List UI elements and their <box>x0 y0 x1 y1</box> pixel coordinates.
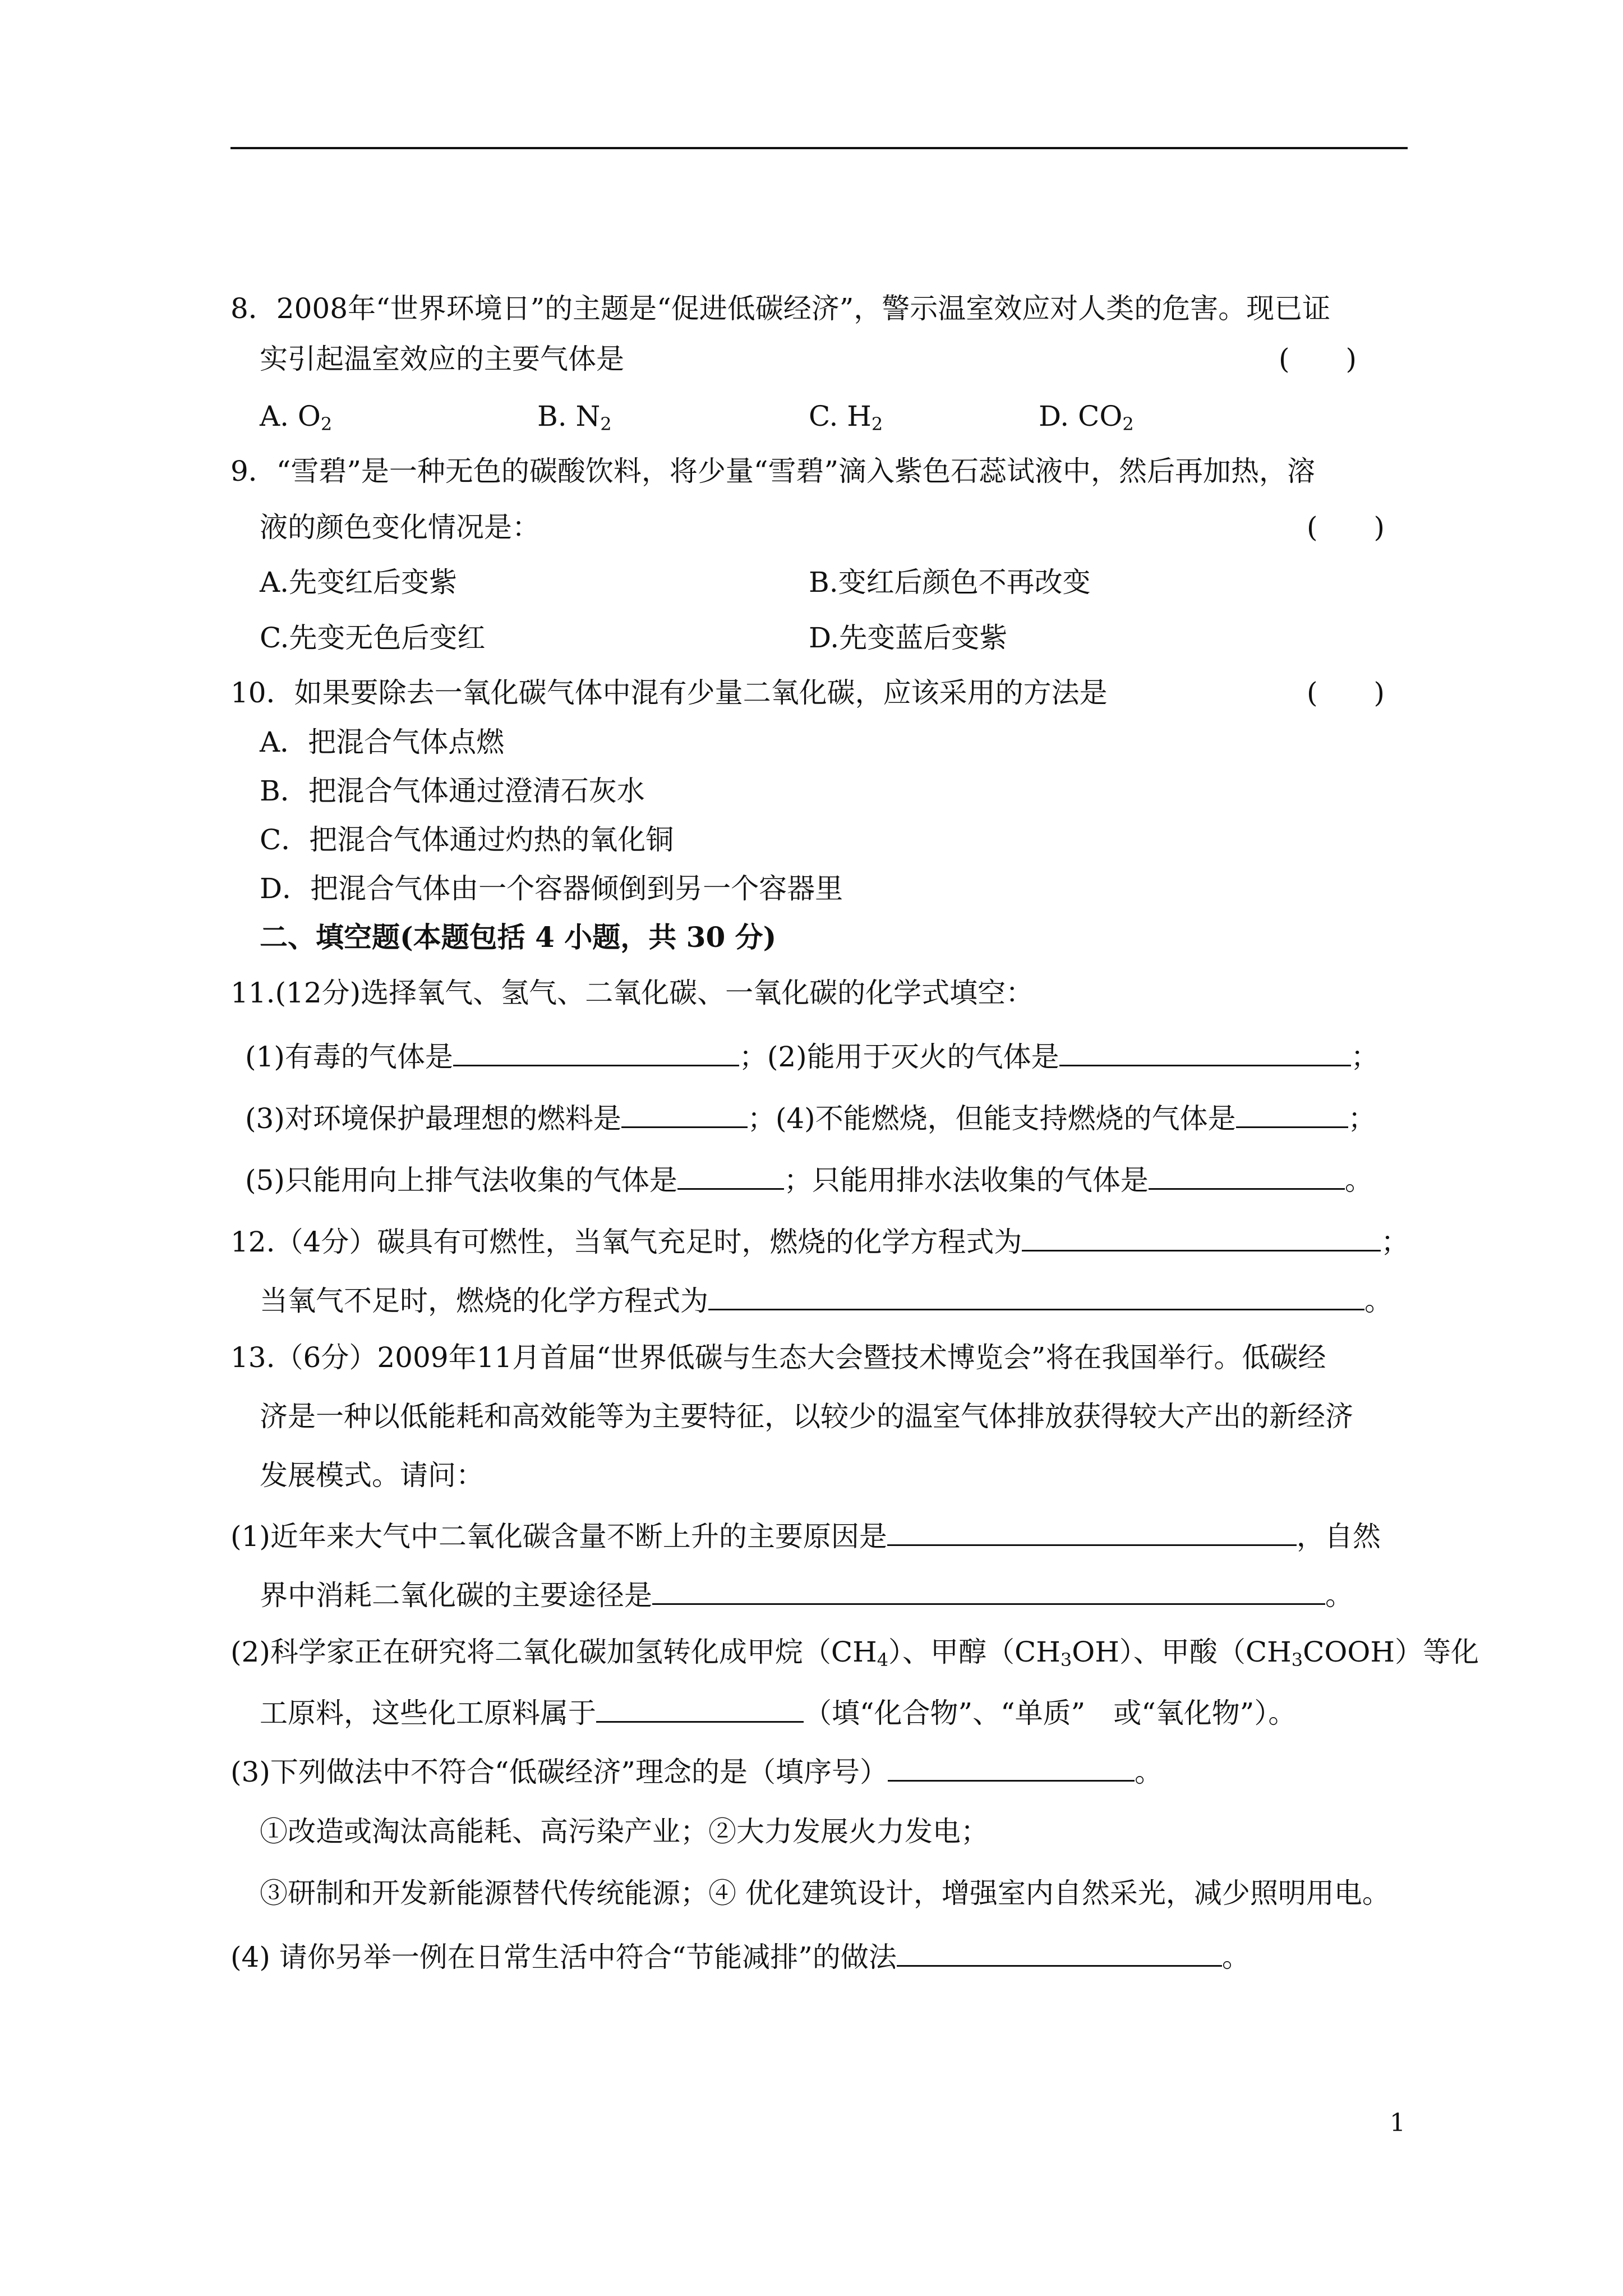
q10-option-d: D．把混合气体由一个容器倾倒到另一个容器里 <box>260 872 843 905</box>
q13-part3: (3)下列做法中不符合“低碳经济”理念的是（填序号） 。 <box>230 1753 1163 1789</box>
q13-part1-line2: 界中消耗二氧化碳的主要途径是 。 <box>260 1576 1353 1612</box>
q11-blank-1 <box>453 1038 739 1066</box>
q11-part6-label: 只能用排水法收集的气体是 <box>811 1164 1149 1197</box>
q11-part5-label: (5)只能用向上排气法收集的气体是 <box>245 1164 677 1197</box>
q11-part4-label: (4)不能燃烧，但能支持燃烧的气体是 <box>775 1102 1236 1135</box>
q9-option-d: D.先变蓝后变紫 <box>809 622 1008 654</box>
q13-stem-line1: 13.（6分）2009年11月首届“世界低碳与生态大会暨技术博览会”将在我国举行。低碳经 <box>230 1341 1326 1374</box>
q13-options-line2: ③研制和开发新能源替代传统能源；④ 优化建筑设计，增强室内自然采光，减少照明用电。 <box>260 1877 1390 1910</box>
q11-line1: (1)有毒的气体是 ；(2)能用于灭火的气体是 ； <box>245 1038 1379 1074</box>
q11-stem: 11.(12分)选择氧气、氢气、二氧化碳、一氧化碳的化学式填空： <box>230 977 1034 1009</box>
q11-blank-5 <box>677 1161 784 1190</box>
q13-part2-line1: (2)科学家正在研究将二氧化碳加氢转化成甲烷$(CH_4)$、甲醇$(CH_3OH)$、甲酸$(CH_3COOH)$等化 <box>230 1636 1479 1671</box>
q8-stem-line2: 实引起温室效应的主要气体是 <box>260 343 624 375</box>
q13-part4: (4) 请你另举一例在日常生活中符合“节能减排”的做法 。 <box>230 1938 1250 1974</box>
q11-part3-label: (3)对环境保护最理想的燃料是 <box>245 1102 621 1135</box>
q13-blank-2 <box>652 1576 1325 1605</box>
q12-blank-2 <box>708 1282 1364 1310</box>
q10-answer-paren: ( ) <box>1307 677 1385 709</box>
q13-part1-line1: (1)近年来大气中二氧化碳含量不断上升的主要原因是 ，自然 <box>230 1517 1381 1553</box>
q10-option-b: B．把混合气体通过澄清石灰水 <box>260 775 645 807</box>
section-title-fill-in: 二、填空题(本题包括 4 小题，共 30 分) <box>260 921 777 954</box>
q12-blank-1 <box>1022 1223 1381 1251</box>
q13-stem-line2: 济是一种以低能耗和高效能等为主要特征，以较少的温室气体排放获得较大产出的新经济 <box>260 1400 1353 1433</box>
q10-option-c: C．把混合气体通过灼热的氧化铜 <box>260 823 674 856</box>
q13-blank-3 <box>596 1694 804 1723</box>
q8-option-b: B. $N_2$ <box>537 400 612 435</box>
q11-blank-4 <box>1236 1099 1348 1128</box>
q9-answer-paren: ( ) <box>1307 511 1385 544</box>
q8-option-d: D. $CO_2$ <box>1039 400 1134 435</box>
q8-answer-paren: ( ) <box>1279 343 1357 375</box>
q13-blank-1 <box>887 1517 1297 1546</box>
q13-part2-line2: 工原料，这些化工原料属于 （填“化合物”、“单质” 或“氧化物”）。 <box>260 1694 1296 1730</box>
q13-stem-line3: 发展模式。请问： <box>260 1459 484 1492</box>
q10-option-a: A．把混合气体点燃 <box>260 726 505 758</box>
q13-blank-4 <box>888 1753 1135 1782</box>
header-rule <box>230 147 1408 149</box>
q11-line2: (3)对环境保护最理想的燃料是 ；(4)不能燃烧，但能支持燃烧的气体是 ； <box>245 1099 1376 1135</box>
q11-blank-3 <box>621 1099 748 1128</box>
q12-line1: 12.（4分）碳具有可燃性，当氧气充足时，燃烧的化学方程式为 ； <box>230 1223 1409 1259</box>
q12-line2: 当氧气不足时，燃烧的化学方程式为 。 <box>260 1282 1393 1318</box>
q9-stem-line2: 液的颜色变化情况是： <box>260 511 540 544</box>
q13-options-line1: ①改造或淘汰高能耗、高污染产业；②大力发展火力发电； <box>260 1815 989 1848</box>
q13-blank-5 <box>897 1938 1222 1967</box>
q11-line3: (5)只能用向上排气法收集的气体是 ；只能用排水法收集的气体是 。 <box>245 1161 1373 1197</box>
q8-option-a: A. $O_2$ <box>260 400 333 435</box>
q11-blank-2 <box>1059 1038 1351 1066</box>
q10-stem: 10．如果要除去一氧化碳气体中混有少量二氧化碳，应该采用的方法是 <box>230 677 1108 709</box>
q9-option-b: B.变红后颜色不再改变 <box>809 566 1091 599</box>
q8-stem-line1: 8．2008年“世界环境日”的主题是“促进低碳经济”，警示温室效应对人类的危害。现已证 <box>230 292 1331 325</box>
q9-stem-line1: 9．“雪碧”是一种无色的碳酸饮料，将少量“雪碧”滴入紫色石蕊试液中，然后再加热，溶 <box>230 455 1316 487</box>
q11-blank-6 <box>1149 1161 1345 1190</box>
q9-option-c: C.先变无色后变红 <box>260 622 486 654</box>
q8-option-c: C. $H_2$ <box>809 400 883 435</box>
q11-part2-label: (2)能用于灭火的气体是 <box>767 1041 1059 1073</box>
q11-part1-label: (1)有毒的气体是 <box>245 1041 453 1073</box>
q9-option-a: A.先变红后变紫 <box>260 566 458 599</box>
page-number: 1 <box>1390 2109 1405 2137</box>
